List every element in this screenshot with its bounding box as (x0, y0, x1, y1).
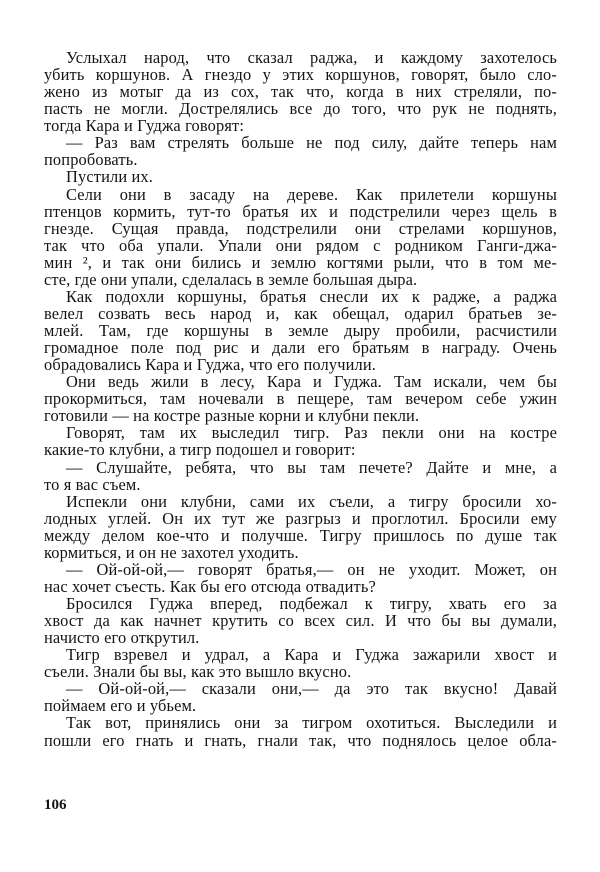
text-line: Как подохли коршуны, братья снесли их к радже, а раджа (66, 286, 557, 306)
text-line: Они ведь жили в лесу, Кара и Гуджа. Там искали, чем бы (66, 372, 557, 392)
text-line: какие-то клубни, а тигр подошел и говорит: (44, 440, 356, 460)
text-line: кормиться, и он не захотел уходить. (44, 542, 299, 562)
text-line: убить коршунов. А гнездо у этих коршунов, говорят, было сло- (44, 65, 557, 85)
text-line: Пустили их. (66, 167, 154, 187)
text-line: пошли его гнать и гнать, гнали так, что поднялось целое обла- (44, 730, 557, 750)
text-line: — Раз вам стрелять больше не под силу, дайте теперь нам (66, 133, 557, 153)
text-line: Бросился Гуджа вперед, подбежал к тигру, хвать его за (66, 594, 557, 613)
text-line: хвост да как начнет крутить со всех сил. И что бы вы думали, (44, 611, 557, 631)
text-line: лодных углей. Он их тут же разгрыз и проглотил. Бросили ему (44, 508, 557, 528)
text-line: Испекли они клубни, сами их съели, а тигру бросили хо- (66, 491, 557, 511)
text-line: обрадовались Кара и Гуджа, что его получили. (44, 355, 377, 375)
text-line: так что оба упали. Упали они рядом с родником Ганги-джа- (44, 235, 557, 255)
text-line: жено из мотыг да из сох, так что, когда в них стреляли, по- (44, 82, 557, 102)
text-line: сте, где они упали, сделалась в земле большая дыра. (44, 269, 418, 289)
text-line: — Ой-ой-ой,— говорят братья,— он не уходит. Может, он (66, 559, 557, 579)
text-line: тогда Кара и Гуджа говорят: (44, 116, 245, 136)
text-line: пасть не могли. Дострелялись все до того, что рук не поднять, (44, 99, 557, 119)
text-line: поймаем его и убьем. (44, 696, 197, 716)
text-line: Сели они в засаду на дереве. Как прилетели коршуны (66, 184, 557, 204)
text-line: мин ², и так они бились и землю когтями рыли, что в том ме- (44, 252, 557, 272)
text-line: гнезде. Сущая правда, подстрелили они стрелами коршунов, (44, 218, 557, 238)
text-line: съели. Знали бы вы, как это вышло вкусно. (44, 662, 352, 682)
text-line: Так вот, принялись они за тигром охотиться. Выследили и (66, 713, 557, 733)
page-number: 106 (44, 797, 67, 813)
text-line: Услыхал народ, что сказал раджа, и каждому захотелось (66, 48, 557, 67)
text-line: громадное поле под рис и дали его братьям в награду. Очень (44, 338, 557, 358)
text-line: прокормиться, там ночевали в пещере, там вечером себе ужин (44, 389, 557, 409)
text-line: птенцов кормить, тут-то братья их и подстрелили через щель в (44, 201, 557, 221)
text-line: попробовать. (44, 150, 138, 170)
text-line: Говорят, там их выследил тигр. Раз пекли они на костре (66, 423, 557, 443)
text-line: — Слушайте, ребята, что вы там печете? Дайте и мне, а (66, 457, 557, 477)
text-line: между делом кое-что и получше. Тигру пришлось по душе так (44, 525, 557, 545)
text-line: готовили — на костре разные корни и клубни пекли. (44, 406, 420, 426)
text-line: млей. Там, где коршуны в земле дыру пробили, расчистили (44, 321, 557, 340)
body-text (44, 49, 557, 749)
text-line: нас хочет съесть. Как бы его отсюда отвадить? (44, 576, 376, 596)
text-line: — Ой-ой-ой,— сказали они,— да это так вкусно! Давай (66, 679, 557, 699)
text-line: Тигр взревел и удрал, а Кара и Гуджа зажарили хвост и (66, 645, 557, 665)
text-line: велел созвать весь народ и, как обещал, одарил братьев зе- (44, 303, 557, 323)
text-line: начисто его открутил. (44, 628, 200, 648)
text-line: то я вас съем. (44, 474, 141, 494)
